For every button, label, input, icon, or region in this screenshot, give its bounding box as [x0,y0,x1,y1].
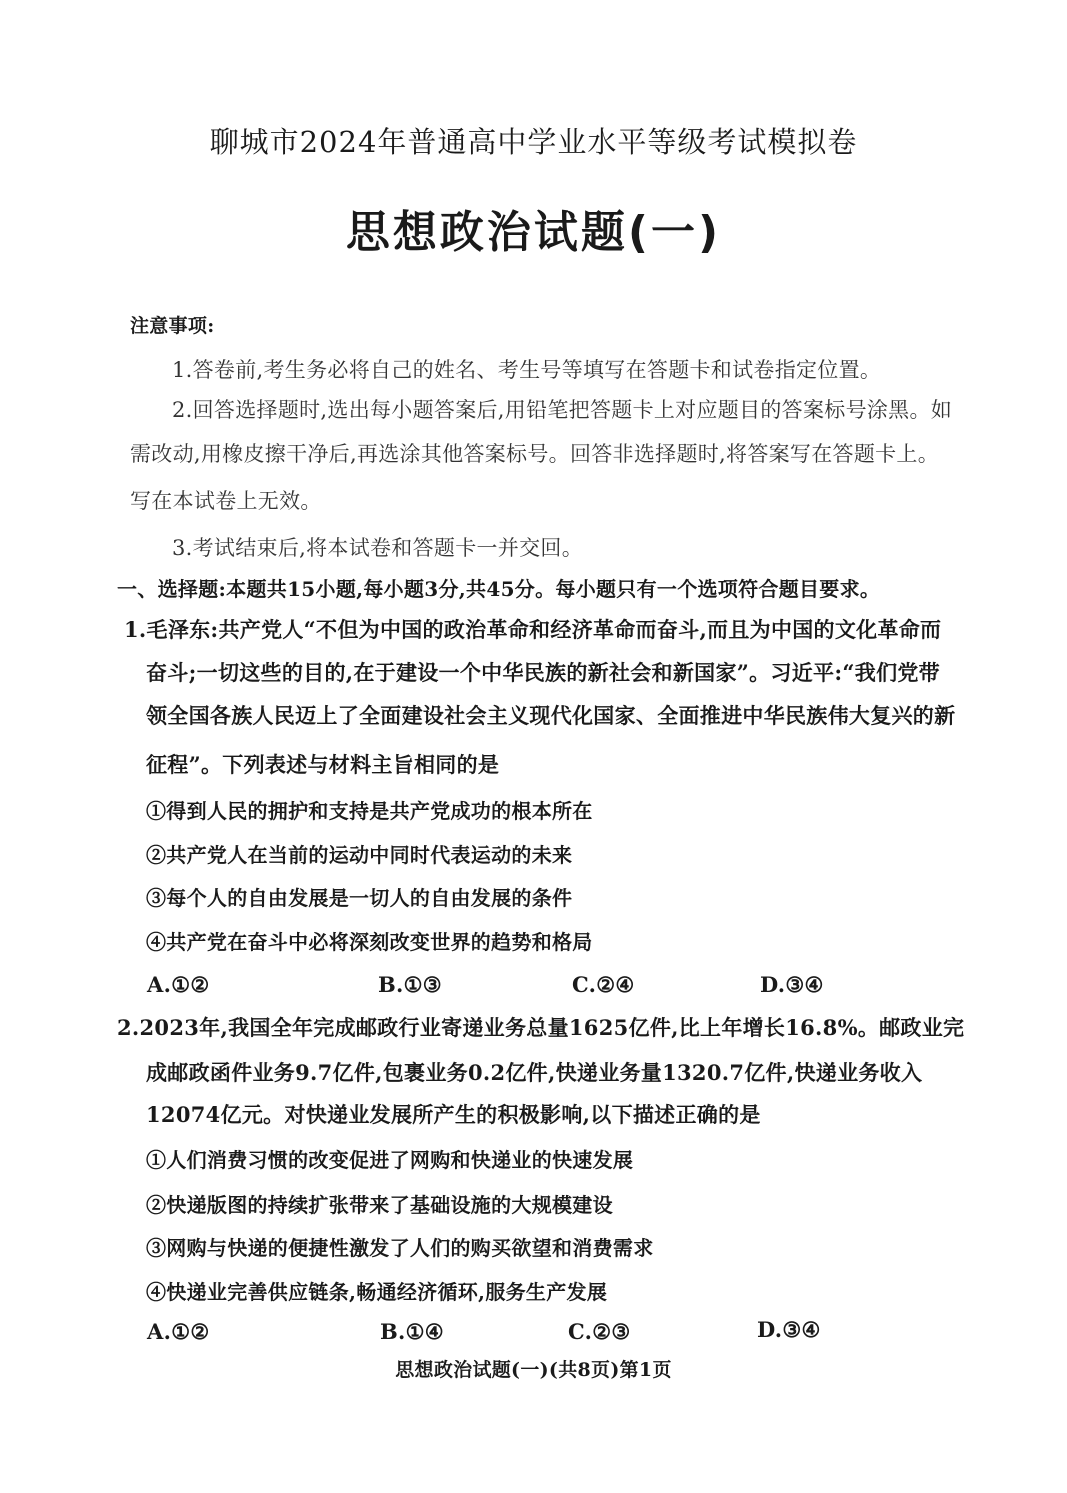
q1-item: ④共产党在奋斗中必将深刻改变世界的趋势和格局 [146,930,593,954]
q1-stem: 1.毛泽东:共产党人“不但为中国的政治革命和经济革命而奋斗,而且为中国的文化革命而 [124,617,942,642]
q1-choice-c: C.②④ [572,972,635,997]
notice-heading: 注意事项: [130,315,215,337]
q1-choice-d: D.③④ [760,972,824,997]
q1-choice-a: A.①② [147,972,210,997]
q2-choice-b: B.①④ [380,1319,444,1344]
exam-header: 聊城市2024年普通高中学业水平等级考试模拟卷 [209,125,858,159]
q2-item: ②快递版图的持续扩张带来了基础设施的大规模建设 [146,1193,613,1217]
q1-stem: 奋斗;一切这些的目的,在于建设一个中华民族的新社会和新国家”。习近平:“我们党带 [146,660,940,685]
q2-stem: 12074亿元。对快递业发展所产生的积极影响,以下描述正确的是 [146,1102,761,1127]
notice-line: 写在本试卷上无效。 [130,489,322,513]
q1-stem: 领全国各族人民迈上了全面建设社会主义现代化国家、全面推进中华民族伟大复兴的新 [146,703,956,728]
q2-stem: 2.2023年,我国全年完成邮政行业寄递业务总量1625亿件,比上年增长16.8%。邮政业完 [117,1015,965,1040]
q2-item: ③网购与快递的便捷性激发了人们的购买欲望和消费需求 [146,1236,654,1260]
q2-choice-c: C.②③ [568,1319,631,1344]
section-heading: 一、选择题:本题共15小题,每小题3分,共45分。每小题只有一个选项符合题目要求。 [117,577,881,601]
notice-line: 2.回答选择题时,选出每小题答案后,用铅笔把答题卡上对应题目的答案标号涂黑。如 [172,398,953,422]
q1-choice-b: B.①③ [378,972,442,997]
q2-item: ④快递业完善供应链条,畅通经济循环,服务生产发展 [146,1280,608,1304]
q2-choice-a: A.①② [147,1319,210,1344]
notice-line: 1.答卷前,考生务必将自己的姓名、考生号等填写在答题卡和试卷指定位置。 [172,358,882,382]
notice-line: 需改动,用橡皮擦干净后,再选涂其他答案标号。回答非选择题时,将答案写在答题卡上。 [130,442,940,466]
q1-item: ②共产党人在当前的运动中同时代表运动的未来 [146,843,573,867]
q2-item: ①人们消费习惯的改变促进了网购和快递业的快速发展 [146,1148,634,1172]
q2-stem: 成邮政函件业务9.7亿件,包裹业务0.2亿件,快递业务量1320.7亿件,快递业务收入 [146,1060,923,1085]
q1-item: ①得到人民的拥护和支持是共产党成功的根本所在 [146,799,593,823]
q2-choice-d: D.③④ [757,1317,821,1342]
page-title: 思想政治试题(一) [345,207,722,258]
page-footer: 思想政治试题(一)(共8页)第1页 [395,1359,672,1381]
q1-item: ③每个人的自由发展是一切人的自由发展的条件 [146,886,573,910]
q1-stem: 征程”。下列表述与材料主旨相同的是 [146,752,500,777]
notice-line: 3.考试结束后,将本试卷和答题卡一并交回。 [172,536,584,560]
